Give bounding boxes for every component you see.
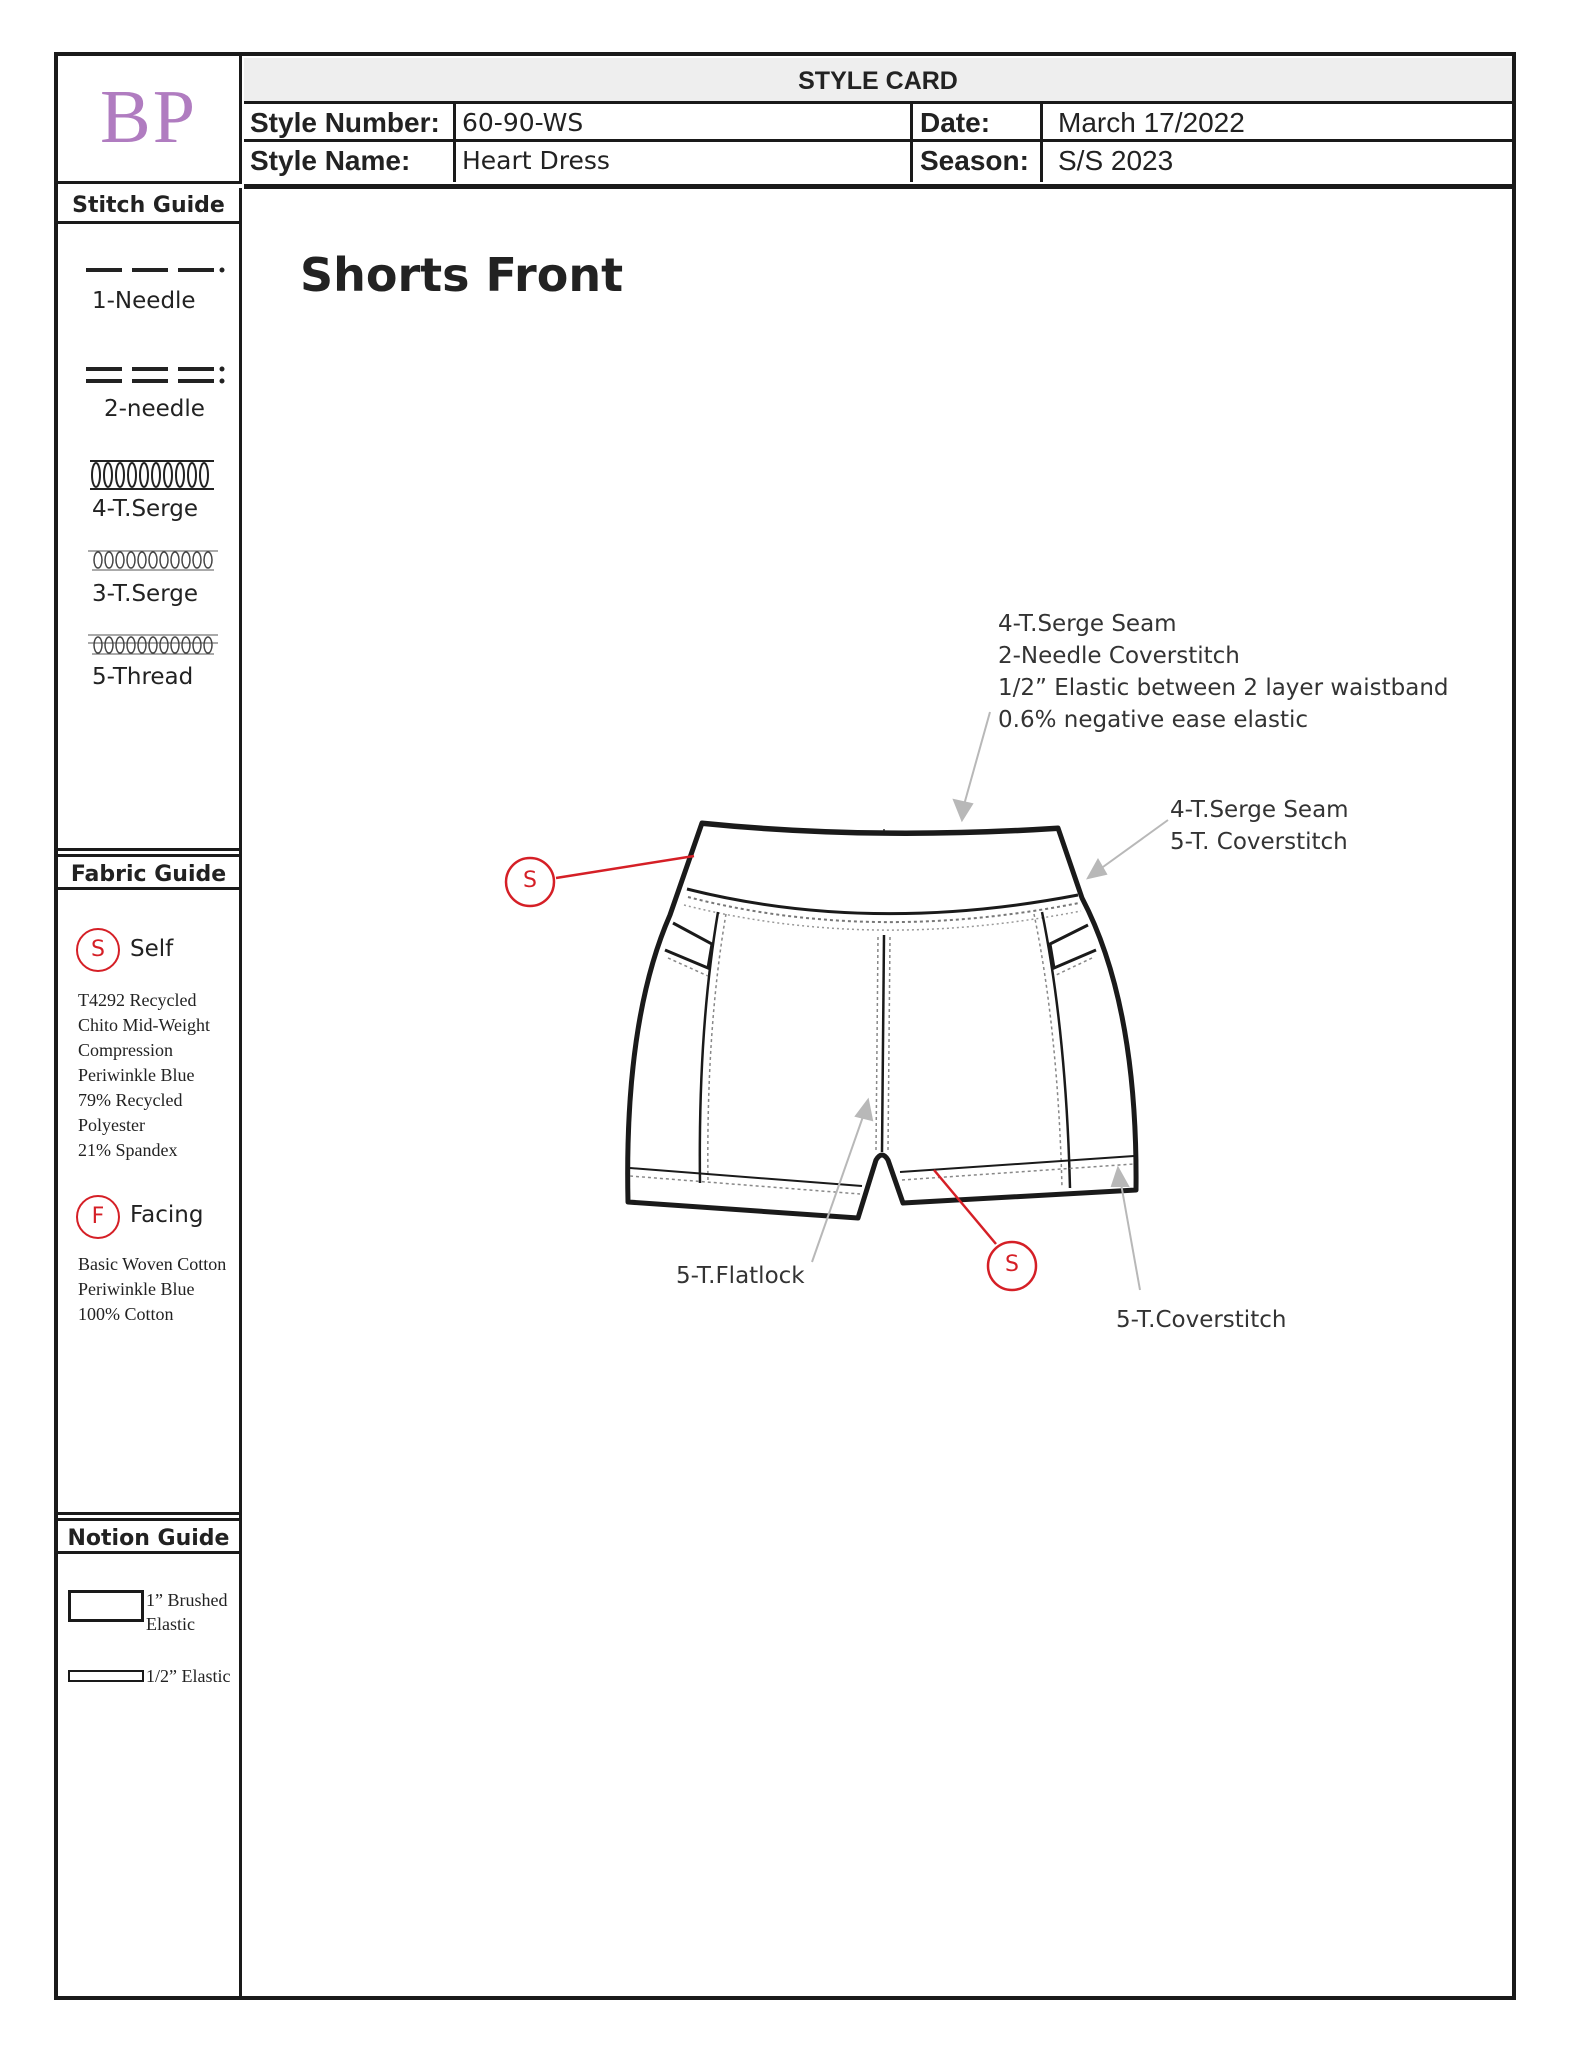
arrow-head: [1088, 860, 1106, 878]
self-fabric-label: Self: [130, 936, 174, 962]
style-name-label: Style Name:: [250, 145, 411, 176]
season-value: S/S 2023: [1058, 145, 1174, 176]
fabric-guide-title: Fabric Guide: [58, 854, 239, 890]
coverstitch-callout-arrow: [1120, 1178, 1140, 1290]
facing-fabric-line: Periwinkle Blue: [78, 1279, 195, 1299]
arrow-head: [954, 800, 972, 820]
notion-label: 1” Brushed: [146, 1590, 228, 1610]
stitch-label: 2-needle: [104, 396, 205, 422]
stitch-label: 4-T.Serge: [92, 496, 199, 522]
brand-logo: BP: [100, 75, 197, 159]
stitch-guide-title: Stitch Guide: [58, 188, 239, 224]
side-seam-callout-line: 5-T. Coverstitch: [1170, 829, 1348, 855]
waistband-callout-line: 0.6% negative ease elastic: [998, 707, 1309, 733]
side-seam-callout-arrow: [1096, 820, 1168, 872]
self-fabric-marker: S: [76, 928, 120, 972]
self-fabric-line: 79% Recycled: [78, 1090, 183, 1110]
self-fabric-line: Chito Mid-Weight: [78, 1015, 211, 1035]
self-fabric-line: Polyester: [78, 1115, 145, 1135]
notion-label: 1/2” Elastic: [146, 1666, 231, 1686]
view-title: Shorts Front: [300, 248, 624, 302]
waistband-callout-arrow: [962, 712, 990, 812]
facing-fabric-label: Facing: [130, 1202, 204, 1228]
stitch-label: 3-T.Serge: [92, 581, 199, 607]
notion-guide-title: Notion Guide: [58, 1518, 239, 1554]
flatlock-callout: 5-T.Flatlock: [676, 1263, 805, 1289]
self-fabric-line: 21% Spandex: [78, 1140, 178, 1160]
waistband-callout-line: 1/2” Elastic between 2 layer waistband: [998, 675, 1449, 701]
waistband-callout-line: 2-Needle Coverstitch: [998, 643, 1240, 669]
style-card-title: STYLE CARD: [244, 58, 1512, 104]
waistband-callout-line: 4-T.Serge Seam: [998, 611, 1177, 637]
style-number-label: Style Number:: [250, 107, 440, 138]
notion-label: Elastic: [146, 1614, 195, 1634]
facing-fabric-line: 100% Cotton: [78, 1304, 174, 1324]
style-name-value: Heart Dress: [462, 146, 610, 175]
self-fabric-line: Compression: [78, 1040, 174, 1060]
season-label: Season:: [920, 145, 1029, 176]
self-fabric-line: Periwinkle Blue: [78, 1065, 195, 1085]
style-number-value: 60-90-WS: [462, 108, 584, 137]
self-marker-label: S: [523, 868, 537, 893]
stitch-label: 5-Thread: [92, 664, 194, 690]
date-label: Date:: [920, 107, 991, 138]
facing-fabric-marker: F: [76, 1195, 120, 1239]
date-value: March 17/2022: [1058, 107, 1245, 138]
stitch-label: 1-Needle: [92, 288, 196, 314]
coverstitch-callout: 5-T.Coverstitch: [1116, 1307, 1287, 1333]
self-marker-label: S: [1005, 1252, 1019, 1277]
self-fabric-line: T4292 Recycled: [78, 990, 197, 1010]
self-marker-leader: [556, 856, 694, 878]
facing-fabric-line: Basic Woven Cotton: [78, 1254, 227, 1274]
side-seam-callout-line: 4-T.Serge Seam: [1170, 797, 1349, 823]
